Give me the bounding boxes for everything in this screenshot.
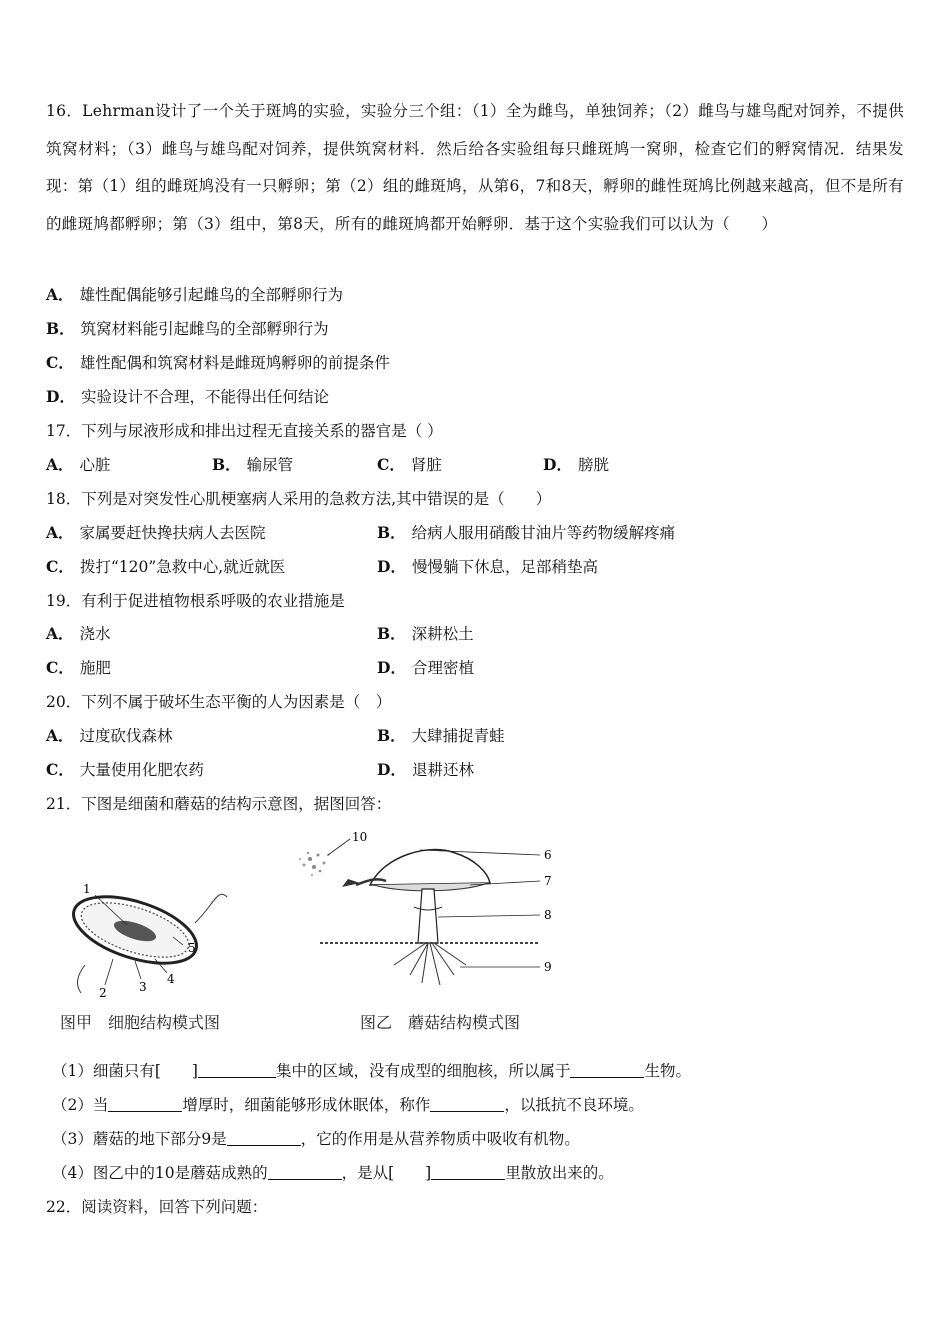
option-label: B． <box>377 726 406 745</box>
q21-sub1 <box>52 1061 691 1081</box>
mushroom-diagram <box>290 825 570 1005</box>
sub3-part-b: ，它的作用是从营养物质中吸收有机物。 <box>300 1130 580 1148</box>
sub2-part-c: ，以抵抗不良环境。 <box>504 1096 644 1114</box>
option-text: 过度砍伐森林 <box>79 727 173 745</box>
mushroom-label-9: 9 <box>544 960 552 974</box>
option-text: 拨打“120”急救中心,就近就医 <box>79 558 286 576</box>
q21-sub4 <box>52 1163 614 1183</box>
option-label: A． <box>46 285 74 304</box>
q18-option-c <box>46 557 285 577</box>
option-label: A． <box>46 523 74 542</box>
option-text: 实验设计不合理，不能得出任何结论 <box>80 388 329 406</box>
option-label: B． <box>46 319 75 338</box>
bacterium-diagram <box>55 875 235 1005</box>
question-18-stem: 18．下列是对突发性心肌梗塞病人采用的急救方法,其中错误的是（ ） <box>46 490 552 508</box>
option-text: 慢慢躺下休息，足部稍垫高 <box>411 558 598 576</box>
spore-cloud <box>299 839 350 876</box>
option-text: 肾脏 <box>410 456 442 474</box>
figure-b-caption: 图乙 蘑菇结构模式图 <box>360 1013 521 1032</box>
option-label: C． <box>46 353 74 372</box>
sub3-part-a: （3）蘑菇的地下部分9是 <box>52 1130 227 1148</box>
option-label: C． <box>46 760 74 779</box>
q21-sub3 <box>52 1129 580 1149</box>
option-text: 深耕松土 <box>411 625 474 643</box>
figure-a-caption: 图甲 细胞结构模式图 <box>60 1013 221 1032</box>
q19-option-b <box>377 624 474 644</box>
answer-blank[interactable] <box>227 1129 301 1146</box>
mushroom-label-10: 10 <box>352 830 368 844</box>
q16-option-c <box>46 353 390 373</box>
option-text: 膀胱 <box>577 456 609 474</box>
question-17-stem: 17．下列与尿液形成和排出过程无直接关系的器官是（ ） <box>46 422 443 440</box>
mushroom-label-6: 6 <box>544 848 552 862</box>
option-label: D． <box>377 760 406 779</box>
q20-option-c <box>46 760 204 780</box>
option-text: 给病人服用硝酸甘油片等药物缓解疼痛 <box>411 524 676 542</box>
option-label: D． <box>377 557 406 576</box>
option-label: B． <box>377 523 406 542</box>
q17-option-d <box>543 455 609 475</box>
option-text: 雄性配偶能够引起雌鸟的全部孵卵行为 <box>79 286 344 304</box>
bacterium-label-1: 1 <box>83 882 91 896</box>
option-label: C． <box>46 557 74 576</box>
bacterium-label-2: 2 <box>99 986 107 1000</box>
option-label: C． <box>377 455 405 474</box>
option-text: 浇水 <box>79 625 111 643</box>
question-22-stem: 22．阅读资料，回答下列问题： <box>46 1198 268 1216</box>
option-text: 退耕还林 <box>411 761 474 779</box>
q17-option-b <box>212 455 293 475</box>
question-19-stem: 19．有利于促进植物根系呼吸的农业措施是 <box>46 592 345 610</box>
sub2-part-b: 增厚时，细菌能够形成休眠体，称作 <box>182 1096 431 1114</box>
option-text: 心脏 <box>79 456 111 474</box>
mushroom-label-8: 8 <box>544 908 552 922</box>
option-text: 大肆捕捉青蛙 <box>411 727 505 745</box>
option-text: 输尿管 <box>246 456 294 474</box>
bacterium-label-3: 3 <box>139 980 147 994</box>
question-20-stem: 20．下列不属于破坏生态平衡的人为因素是（ ） <box>46 693 392 711</box>
sub2-part-a: （2）当 <box>52 1096 109 1114</box>
option-label: D． <box>46 387 75 406</box>
mushroom-label-7: 7 <box>544 874 552 888</box>
sub4-part-a: （4）图乙中的10是蘑菇成熟的 <box>52 1164 268 1182</box>
option-text: 雄性配偶和筑窝材料是雌斑鸠孵卵的前提条件 <box>79 354 390 372</box>
sub1-part-b: 集中的区域，没有成型的细胞核，所以属于 <box>275 1062 571 1080</box>
option-label: A． <box>46 455 74 474</box>
q19-option-a <box>46 624 111 644</box>
bacterium-label-5: 5 <box>188 941 196 955</box>
answer-blank[interactable] <box>268 1163 342 1180</box>
option-label: A． <box>46 624 74 643</box>
option-label: D． <box>377 658 406 677</box>
option-label: B． <box>377 624 406 643</box>
option-label: C． <box>46 658 74 677</box>
q18-option-a <box>46 523 266 543</box>
q17-option-c <box>377 455 442 475</box>
sub1-part-c: 生物。 <box>644 1062 691 1080</box>
q16-option-d <box>46 387 329 407</box>
q21-sub2 <box>52 1095 644 1115</box>
q16-option-a <box>46 285 343 305</box>
option-text: 合理密植 <box>411 659 474 677</box>
option-label: A． <box>46 726 74 745</box>
sub4-part-c: 里散放出来的。 <box>505 1164 614 1182</box>
sub4-part-b: ，是从[ ] <box>341 1164 432 1182</box>
option-text: 大量使用化肥农药 <box>79 761 204 779</box>
q16-option-b <box>46 319 329 339</box>
mushroom-body <box>320 850 540 985</box>
option-text: 施肥 <box>79 659 111 677</box>
bacterium-outline <box>65 884 227 993</box>
answer-blank[interactable] <box>570 1061 644 1078</box>
bacterium-label-4: 4 <box>167 972 175 986</box>
q19-option-c <box>46 658 111 678</box>
q17-option-a <box>46 455 111 475</box>
q20-option-d <box>377 760 474 780</box>
answer-blank[interactable] <box>431 1163 505 1180</box>
question-16-stem: 16．Lehrman设计了一个关于斑鸠的实验，实验分三个组：（1）全为雌鸟，单独饲养；（2）雌鸟与雄鸟配对饲养，不提供筑窝材料；（3）雌鸟与雄鸟配对饲养，提供筑窝材料．然后给各实验组每只雌斑鸠一窝卵，检查它们的孵窝情况．结果发现：第（1）组的雌斑鸠没有一只孵卵；第（2）组的雌斑鸠，从第6，7和8天，孵卵的雌性斑鸠比例越来越高，但不是所有的雌斑鸠都孵卵；第（3）组中，第8天，所有的雌斑鸠都开始孵卵．基于这个实验我们可以认为（ ） <box>46 102 904 233</box>
option-label: B． <box>212 455 241 474</box>
answer-blank[interactable] <box>108 1095 182 1112</box>
answer-blank[interactable] <box>430 1095 504 1112</box>
sub1-part-a: （1）细菌只有[ ] <box>52 1062 198 1080</box>
option-label: D． <box>543 455 572 474</box>
option-text: 家属要赶快搀扶病人去医院 <box>79 524 266 542</box>
q20-option-a <box>46 726 173 746</box>
option-text: 筑窝材料能引起雌鸟的全部孵卵行为 <box>80 320 329 338</box>
q18-option-d <box>377 557 598 577</box>
question-21-stem: 21．下图是细菌和蘑菇的结构示意图，据图回答： <box>46 795 392 813</box>
answer-blank[interactable] <box>198 1061 276 1078</box>
q20-option-b <box>377 726 505 746</box>
q18-option-b <box>377 523 675 543</box>
q19-option-d <box>377 658 474 678</box>
